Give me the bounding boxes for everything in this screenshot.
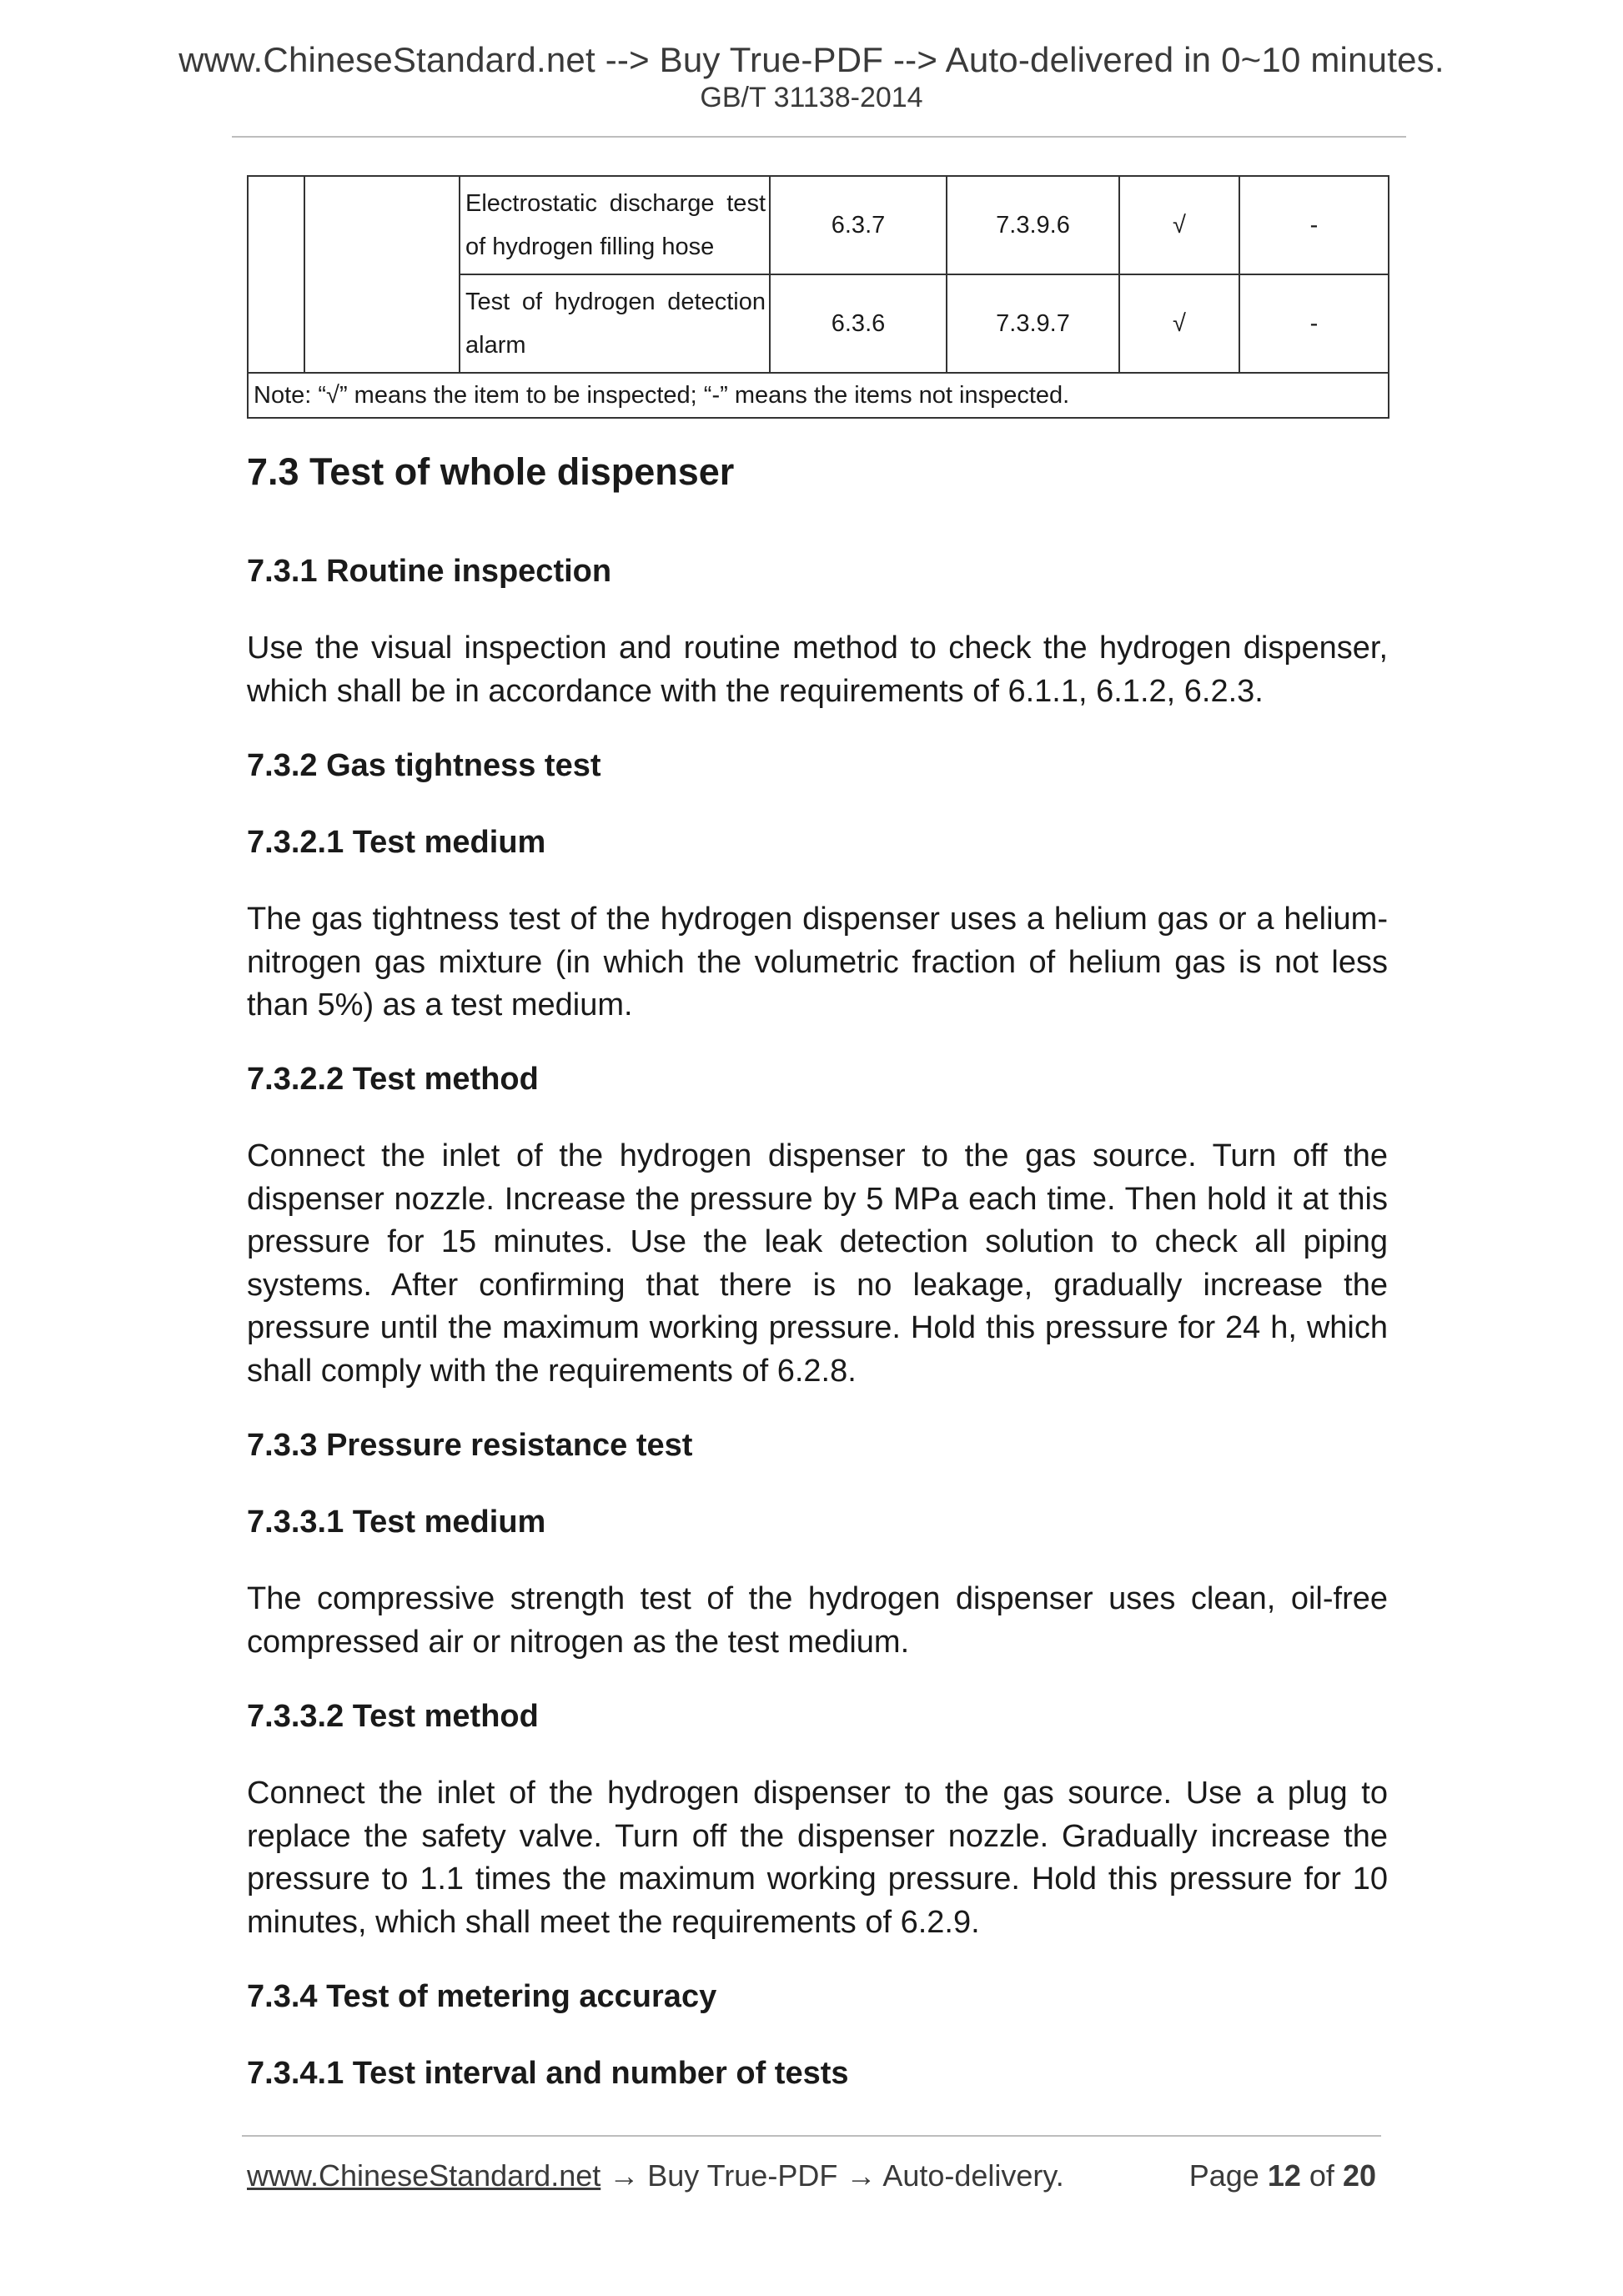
table-cell-requirement: 6.3.7 bbox=[770, 176, 947, 274]
section-heading-7-3-4: 7.3.4 Test of metering accuracy bbox=[247, 1979, 717, 2014]
page-indicator bbox=[1189, 2158, 1376, 2193]
section-heading-7-3-2-1: 7.3.2.1 Test medium bbox=[247, 825, 546, 860]
document-code: GB/T 31138-2014 bbox=[700, 82, 923, 113]
paragraph-7-3-3-1: The compressive strength test of the hydrogen dispenser uses clean, oil-free compressed air or nitrogen as the test medium. bbox=[247, 1581, 1388, 1660]
section-heading-7-3-3-2: 7.3.3.2 Test method bbox=[247, 1699, 539, 1734]
of-label: of bbox=[1309, 2158, 1334, 2193]
table-cell-empty bbox=[248, 176, 304, 373]
section-heading-7-3-3: 7.3.3 Pressure resistance test bbox=[247, 1428, 693, 1463]
page-total: 20 bbox=[1342, 2158, 1376, 2193]
page-label: Page bbox=[1188, 2158, 1259, 2193]
table-cell-empty bbox=[304, 176, 460, 373]
footer-source bbox=[247, 2158, 1064, 2193]
paragraph-7-3-3-2: Connect the inlet of the hydrogen dispenser to the gas source. Use a plug to replace the safety valve. Turn off the dispenser nozzle. Gradually increase the pressure to 1.1 times the maximum working pressure. Hold this pressure for 10 minutes, which shall meet the requirements of 6.2.9. bbox=[247, 1776, 1388, 1940]
footer-divider bbox=[242, 2135, 1381, 2137]
table-cell-routine-test: - bbox=[1239, 274, 1389, 373]
section-heading-7-3-2: 7.3.2 Gas tightness test bbox=[247, 748, 601, 783]
page-number: 12 bbox=[1267, 2158, 1301, 2193]
table-cell-type-test: √ bbox=[1119, 176, 1239, 274]
table-cell-type-test: √ bbox=[1119, 274, 1239, 373]
table-cell-method: 7.3.9.6 bbox=[947, 176, 1119, 274]
footer-tail: → Buy True-PDF → Auto-delivery. bbox=[600, 2158, 1064, 2193]
table-row bbox=[248, 176, 1389, 274]
section-heading-7-3-2-2: 7.3.2.2 Test method bbox=[247, 1062, 539, 1097]
table-cell-method: 7.3.9.7 bbox=[947, 274, 1119, 373]
table-note: Note: “√” means the item to be inspected; “-” means the items not inspected. bbox=[248, 373, 1389, 418]
section-heading-7-3-4-1: 7.3.4.1 Test interval and number of tests bbox=[247, 2056, 849, 2091]
section-heading-7-3: 7.3 Test of whole dispenser bbox=[247, 450, 735, 493]
header-divider bbox=[232, 136, 1406, 138]
table-cell-requirement: 6.3.6 bbox=[770, 274, 947, 373]
section-heading-7-3-3-1: 7.3.3.1 Test medium bbox=[247, 1505, 546, 1540]
table-cell-item: Electrostatic discharge test of hydrogen filling hose bbox=[460, 176, 770, 274]
paragraph-7-3-1: Use the visual inspection and routine method to check the hydrogen dispenser, which shall be in accordance with the requirements of 6.1.1, 6.1.2, 6.2.3. bbox=[247, 631, 1388, 709]
section-heading-7-3-1: 7.3.1 Routine inspection bbox=[247, 554, 612, 589]
footer-link[interactable]: www.ChineseStandard.net bbox=[247, 2158, 601, 2193]
inspection-table bbox=[247, 175, 1389, 419]
table-cell-routine-test: - bbox=[1239, 176, 1389, 274]
table-cell-item: Test of hydrogen detection alarm bbox=[460, 274, 770, 373]
table-note-row bbox=[248, 373, 1389, 418]
top-banner: www.ChineseStandard.net --> Buy True-PDF --> Auto-delivered in 0~10 minutes. bbox=[178, 40, 1445, 79]
paragraph-7-3-2-1: The gas tightness test of the hydrogen dispenser uses a helium gas or a helium-nitrogen gas mixture (in which the volumetric fraction of helium gas is not less than 5%) as a test medium. bbox=[247, 902, 1388, 1022]
paragraph-7-3-2-2: Connect the inlet of the hydrogen dispenser to the gas source. Turn off the dispenser nozzle. Increase the pressure by 5 MPa each time. Then hold it at this pressure for 15 minutes. Use the leak detection solution to check all piping systems. After confirming that there is no leakage, gradually increase the pressure until the maximum working pressure. Hold this pressure for 24 h, which shall comply with the requirements of 6.2.8. bbox=[247, 1138, 1388, 1389]
